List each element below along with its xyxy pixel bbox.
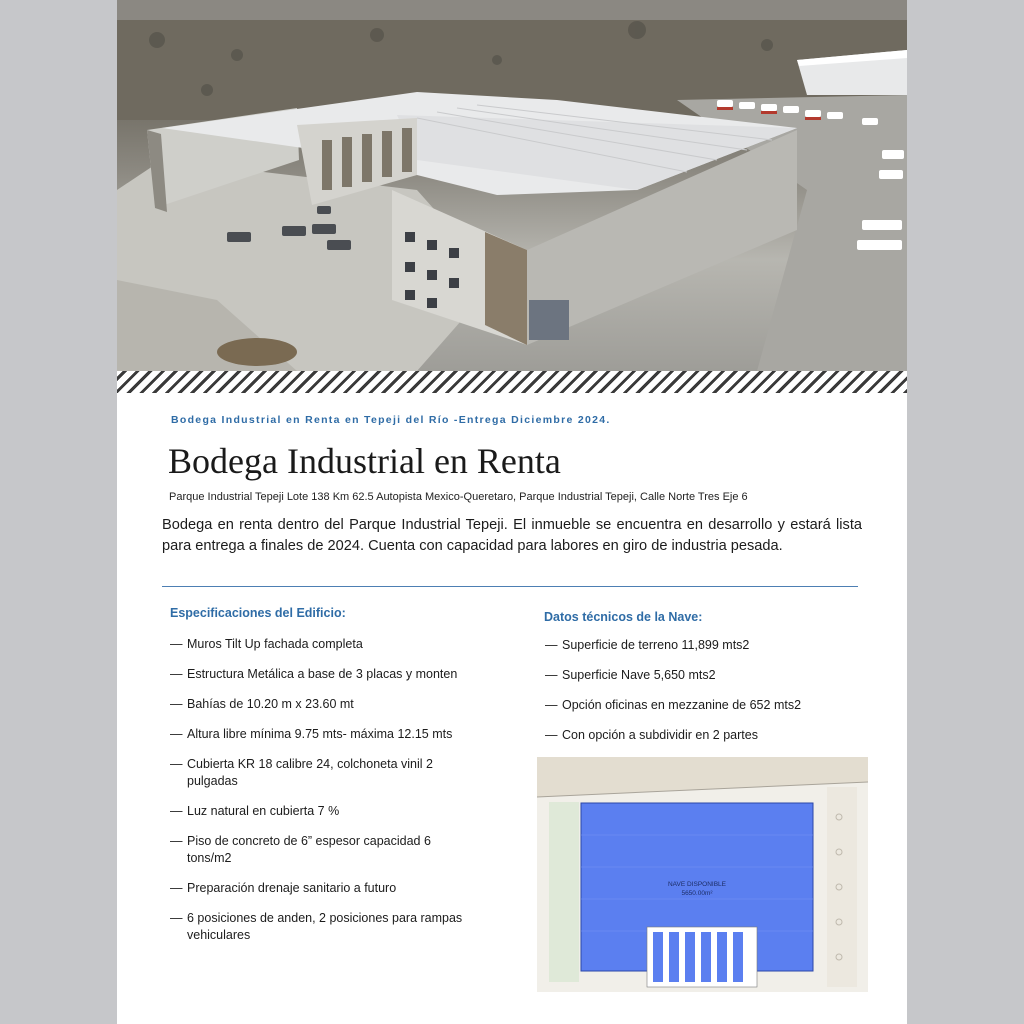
hatched-divider bbox=[117, 371, 907, 393]
list-item: — 6 posiciones de anden, 2 posiciones para rampas vehiculares bbox=[170, 911, 463, 942]
plan-label: NAVE DISPONIBLE bbox=[667, 881, 727, 888]
section-divider bbox=[162, 586, 858, 587]
property-address: Parque Industrial Tepeji Lote 138 Km 62.5 Autopista Mexico-Queretaro, Parque Industrial Tepeji, Calle Norte Tres Eje 6 bbox=[169, 491, 748, 503]
brochure-page bbox=[117, 0, 907, 1024]
list-item: — Bahías de 10.20 m x 23.60 mt bbox=[170, 697, 354, 711]
page-subtitle: Bodega Industrial en Renta en Tepeji del Río -Entrega Diciembre 2024. bbox=[171, 414, 611, 426]
list-item: — Preparación drenaje sanitario a futuro bbox=[170, 881, 397, 895]
plan-area: 5650.00m² bbox=[681, 890, 713, 897]
technical-data-heading: Datos técnicos de la Nave: bbox=[544, 610, 703, 624]
list-item: — Con opción a subdividir en 2 partes bbox=[545, 728, 758, 742]
list-item: — Opción oficinas en mezzanine de 652 mts2 bbox=[545, 698, 802, 712]
list-item: — Piso de concreto de 6” espesor capacidad 6 tons/m2 bbox=[170, 834, 431, 865]
list-item: — Superficie Nave 5,650 mts2 bbox=[545, 668, 716, 682]
list-item: — Cubierta KR 18 calibre 24, colchoneta vinil 2 pulgadas bbox=[170, 757, 433, 788]
list-item: — Muros Tilt Up fachada completa bbox=[170, 637, 363, 651]
warehouse-aerial-photo bbox=[117, 0, 907, 371]
site-plan-drawing bbox=[537, 757, 868, 992]
site-plan-image bbox=[537, 757, 868, 992]
list-item: — Altura libre mínima 9.75 mts- máxima 12.15 mts bbox=[170, 727, 453, 741]
list-item: — Estructura Metálica a base de 3 placas y monten bbox=[170, 667, 458, 681]
property-description: Bodega en renta dentro del Parque Industrial Tepeji. El inmueble se encuentra en desarrollo y estará lista para entrega a finales de 2024. Cuenta con capacidad para labores en giro de industria pesada. bbox=[162, 517, 862, 554]
page-title: Bodega Industrial en Renta bbox=[168, 441, 561, 481]
list-item: — Luz natural en cubierta 7 % bbox=[170, 804, 340, 818]
list-item: — Superficie de terreno 11,899 mts2 bbox=[545, 638, 750, 652]
technical-data-list bbox=[545, 637, 865, 744]
building-specs-list bbox=[170, 636, 470, 944]
building-specs-heading: Especificaciones del Edificio: bbox=[170, 606, 346, 620]
warehouse-illustration bbox=[117, 0, 907, 371]
